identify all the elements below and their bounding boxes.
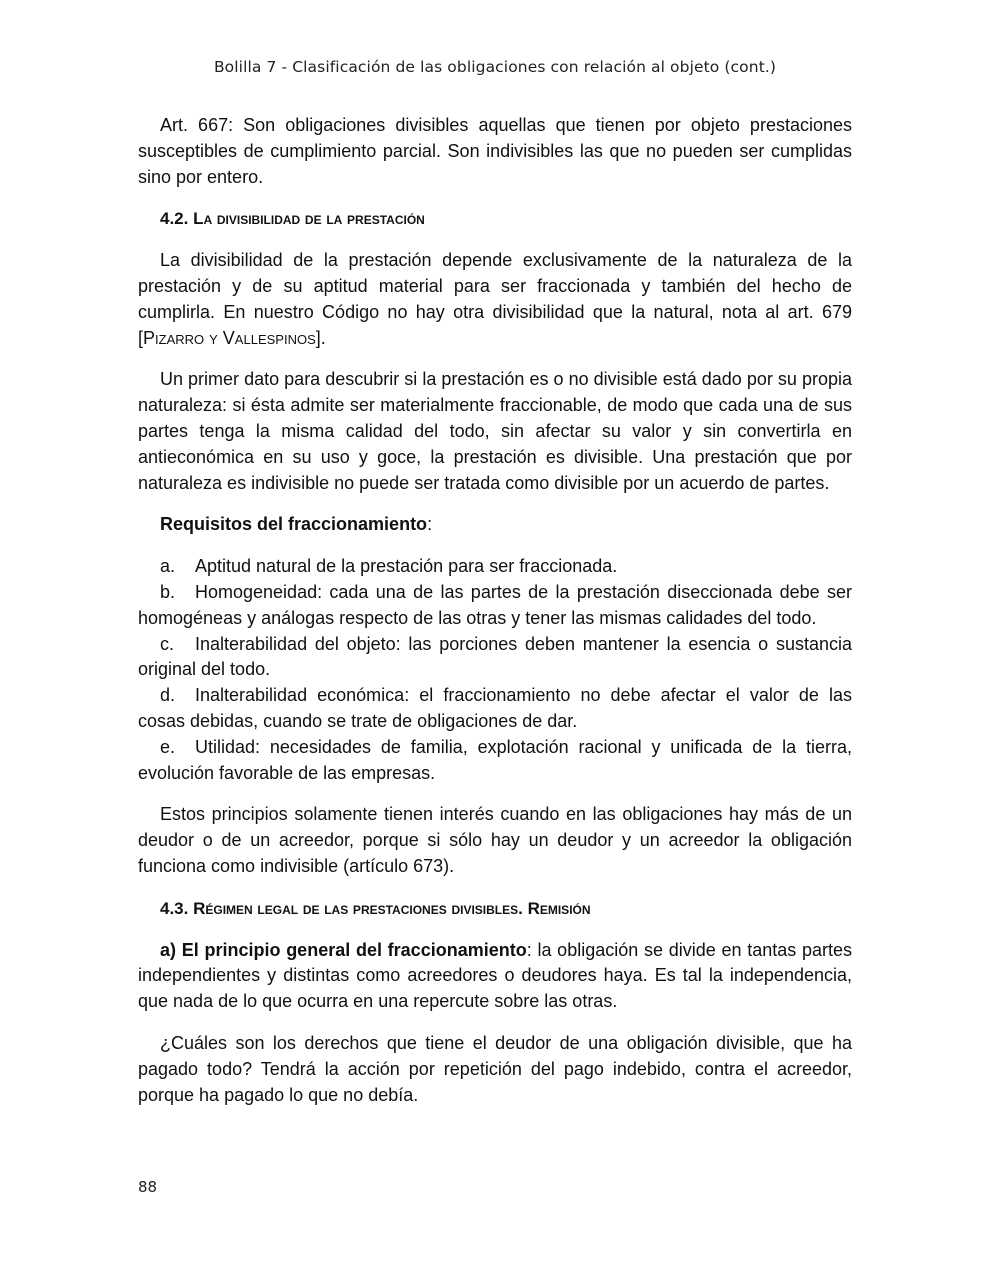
section-heading-4-2 (160, 206, 852, 232)
section-number: 4.3. (160, 898, 189, 918)
list-item (138, 735, 852, 787)
section-number: 4.2. (160, 209, 189, 229)
list-letter: e. (160, 736, 176, 757)
principles-paragraph: Estos principios solamente tienen interés cuando en las obligaciones hay más de un deudor o de un acreedor, porque si sólo hay un deudor y un acreedor la obligación funciona como indivisible (artículo 673). (138, 804, 852, 876)
list-letter: b. (160, 581, 176, 602)
list-item (138, 632, 852, 684)
page-number: 88 (138, 1178, 158, 1196)
list-text: Inalterabilidad del objeto: las porciones deben mantener la esencia o sustancia original del todo. (138, 633, 852, 680)
section-title: La divisibilidad de la prestación (193, 209, 425, 229)
first-criterion-paragraph: Un primer dato para descubrir si la prestación es o no divisible está dado por su propia naturaleza: si ésta admite ser materialmente fraccionable, de modo que cada una de sus partes tenga la misma calidad del todo, sin afectar su valor y sin convertirla en antieconómica en su uso y goce, la prestación es divisible. Una prestación que por naturaleza es indivisible no puede ser tratada como divisible por un acuerdo de partes. (138, 369, 852, 493)
section-title: Régimen legal de las prestaciones divisibles. Remisión (193, 898, 591, 918)
page-body (138, 113, 852, 1124)
list-text: Aptitud natural de la prestación para ser fraccionada. (195, 556, 618, 577)
list-text: Homogeneidad: cada una de las partes de la prestación diseccionada debe ser homogéneas y análogas respecto de las otras y tener las mismas calidades del todo. (138, 581, 852, 628)
list-item (138, 683, 852, 735)
list-text: Utilidad: necesidades de familia, explotación racional y unificada de la tierra, evolución favorable de las empresas. (138, 736, 852, 783)
section-heading-4-3 (160, 896, 852, 922)
article-667-paragraph: Art. 667: Son obligaciones divisibles aquellas que tienen por objeto prestaciones susceptibles de cumplimiento parcial. Son indivisibles las que no pueden ser cumplidas sino por entero. (138, 115, 852, 187)
running-header: Bolilla 7 - Clasificación de las obligaciones con relación al objeto (cont.) (213, 58, 777, 76)
requirements-list (138, 554, 852, 786)
list-item (138, 554, 852, 580)
requirements-heading (138, 512, 852, 538)
principle-label: a) El principio general del fraccionamiento (160, 939, 527, 960)
debtor-rights-paragraph: ¿Cuáles son los derechos que tiene el deudor de una obligación divisible, que ha pagado todo? Tendrá la acción por repetición del pago indebido, contra el acreedor, porque ha pagado lo que no debía. (138, 1032, 852, 1105)
paragraph-text: La divisibilidad de la prestación depende exclusivamente de la naturaleza de la prestación y de su aptitud material para ser fraccionada y también del hecho de cumplirla. En nuestro Código no hay otra divisibilidad que la natural, nota al art. 679 [ (138, 250, 852, 348)
list-text: Inalterabilidad económica: el fraccionamiento no debe afectar el valor de las cosas debidas, cuando se trate de obligaciones de dar. (138, 685, 852, 731)
citation-authors: Pizarro y Vallespinos (143, 327, 316, 348)
requirements-label: Requisitos del fraccionamiento (160, 514, 428, 535)
list-letter: d. (160, 685, 176, 706)
list-letter: a. (160, 556, 176, 577)
principle-text: : la obligación se divide en tantas partes independientes y distintas como acreedores o deudores haya. Es tal la independencia, que nada de lo que ocurra en una repercute sobre las otras. (138, 939, 852, 1012)
divisibility-paragraph (138, 248, 852, 351)
general-principle-paragraph (138, 938, 852, 1015)
list-letter: c. (160, 633, 175, 654)
paragraph-end: ]. (315, 327, 326, 348)
list-item (138, 580, 852, 632)
requirements-colon: : (427, 514, 433, 535)
